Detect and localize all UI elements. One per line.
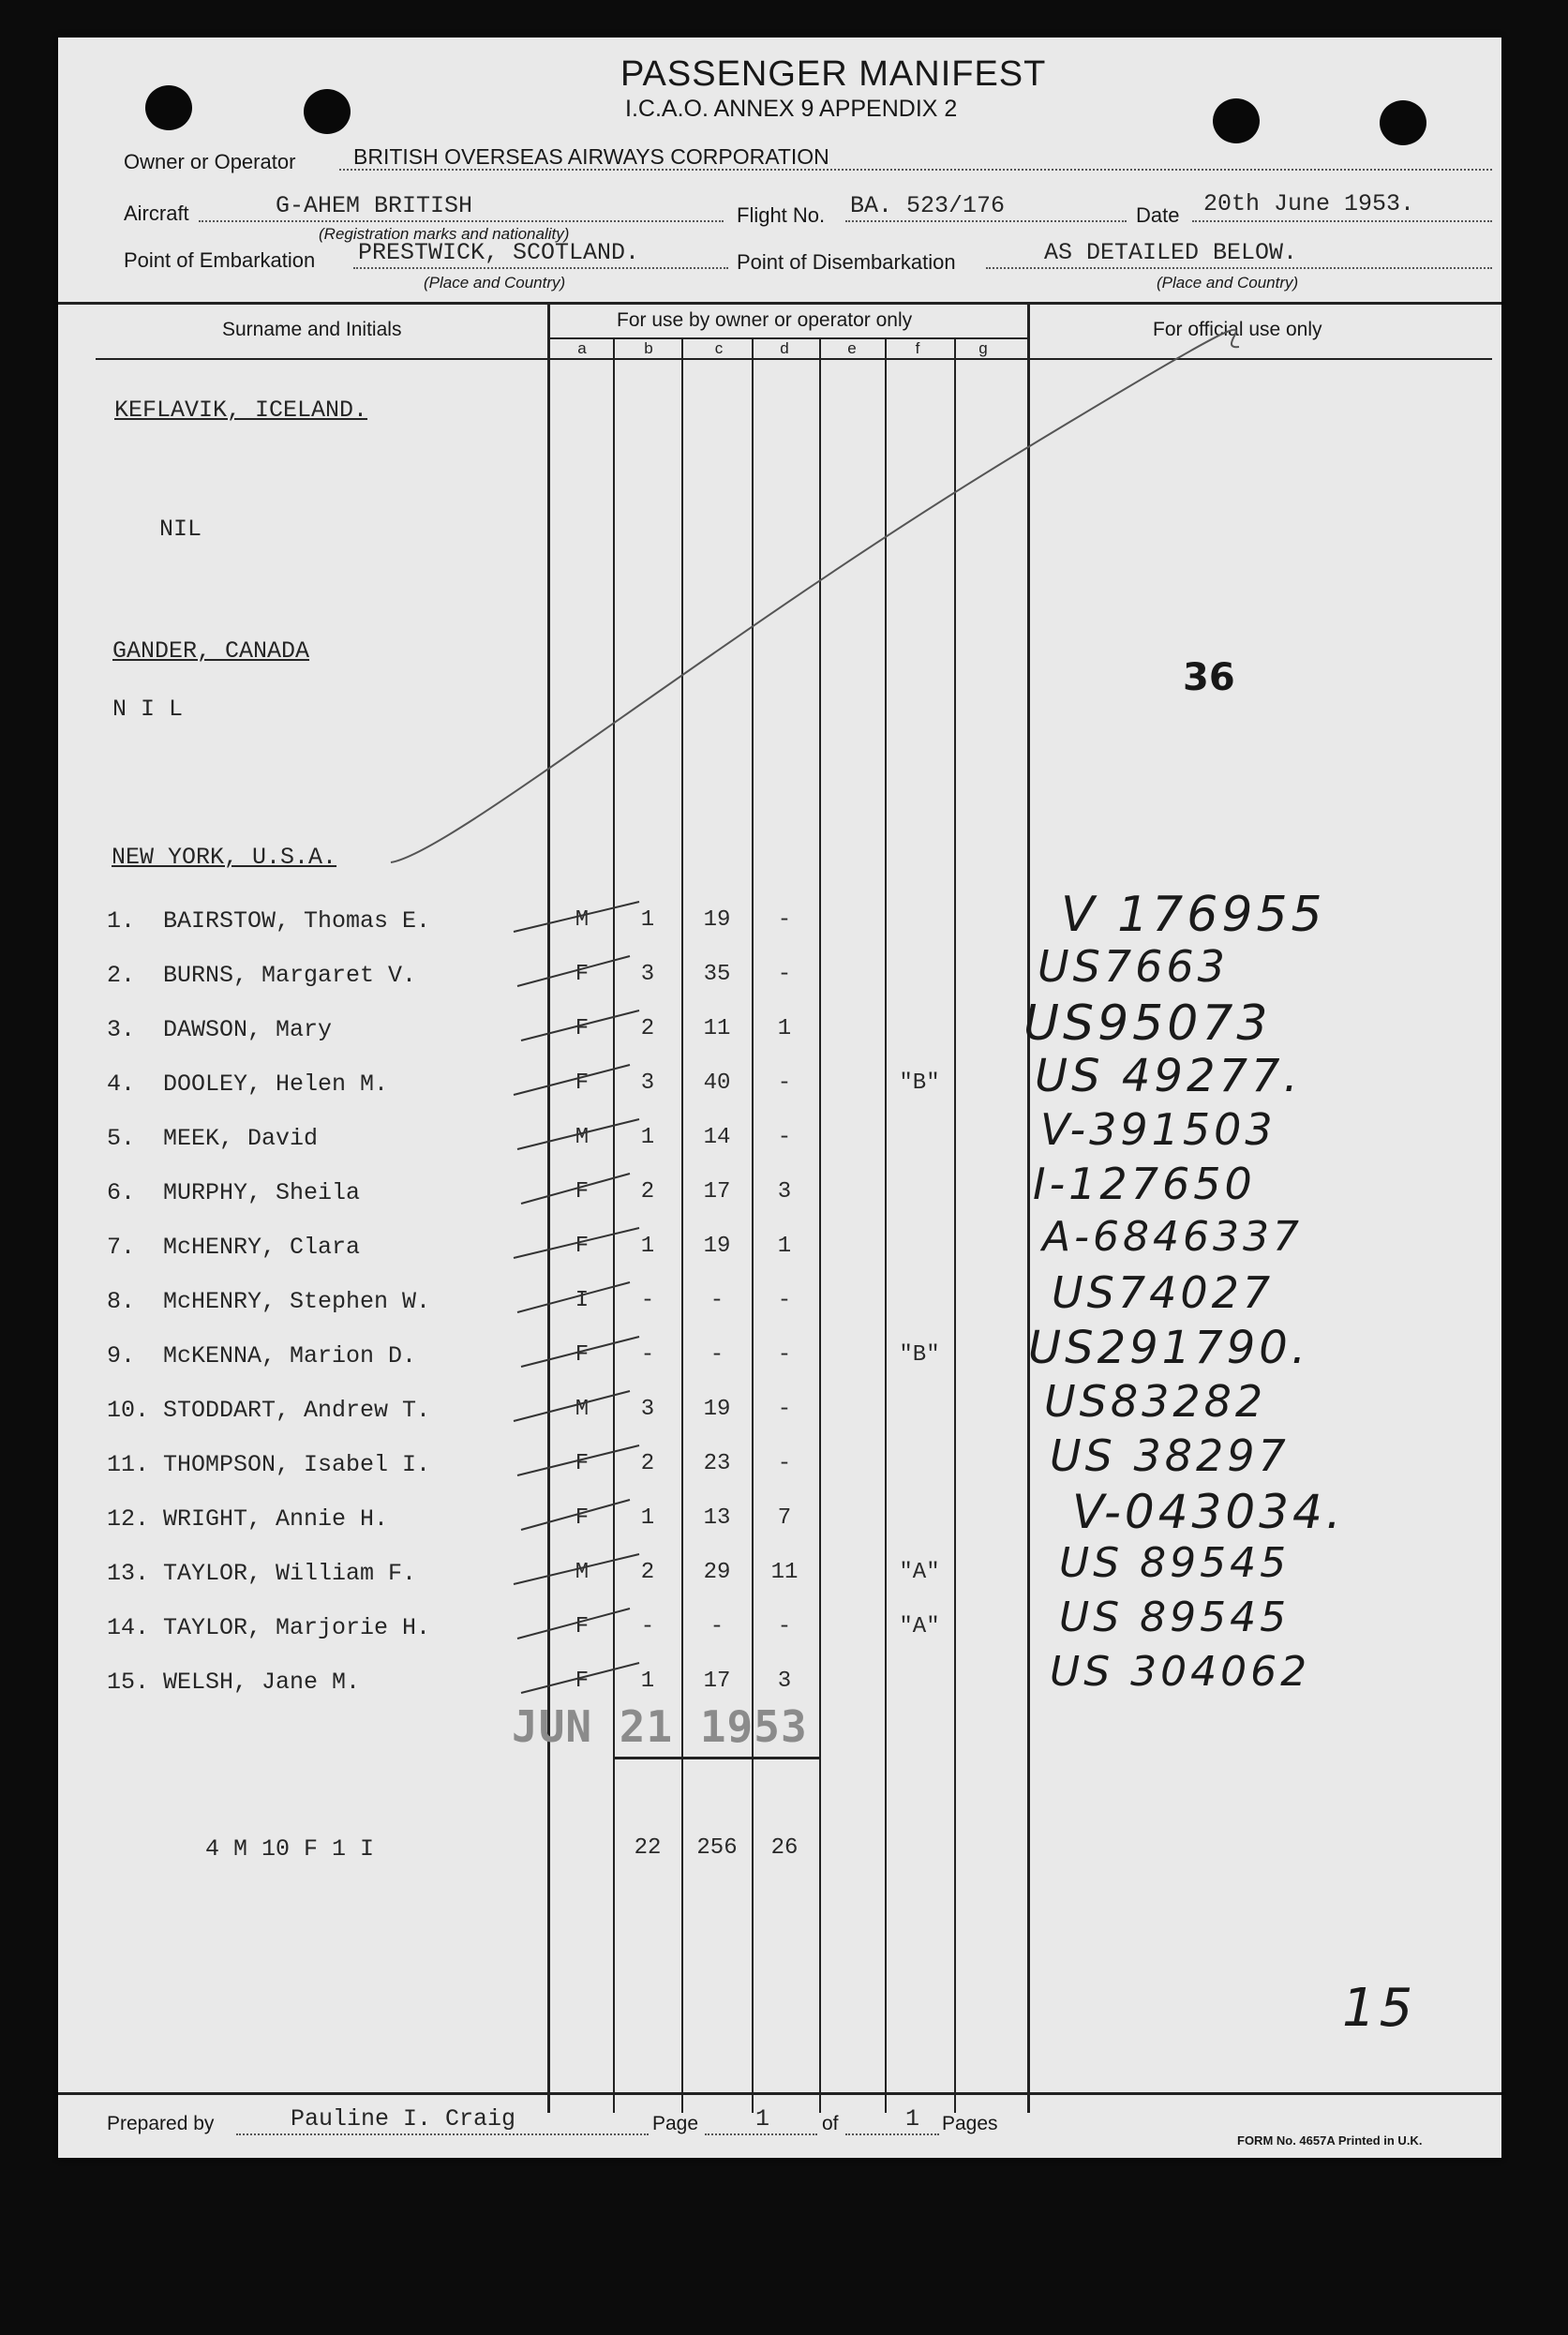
passenger-col-d: - <box>777 1451 792 1476</box>
of-value: 1 <box>905 2105 920 2133</box>
disembark-value: AS DETAILED BELOW. <box>1044 239 1298 266</box>
passenger-col-f: "A" <box>899 1560 940 1585</box>
passenger-sex: F <box>575 1234 590 1259</box>
passenger-col-f: "B" <box>899 1342 940 1368</box>
tick-stroke <box>517 1445 639 1475</box>
passenger-col-d: - <box>777 1614 792 1639</box>
form-subtitle: I.C.A.O. ANNEX 9 APPENDIX 2 <box>625 96 958 122</box>
passenger-col-b: 3 <box>640 1070 655 1096</box>
aircraft-value: G-AHEM BRITISH <box>276 192 473 219</box>
registration-note: (Registration marks and nationality) <box>319 225 570 243</box>
passenger-official-number: US 89545 <box>1059 1594 1291 1641</box>
passenger-official-number: A-6846337 <box>1042 1213 1303 1261</box>
passenger-sex: M <box>575 1397 590 1422</box>
passenger-col-c: 40 <box>703 1070 731 1096</box>
passenger-col-d: 3 <box>777 1669 792 1694</box>
page-dotted-line <box>705 2133 817 2135</box>
tick-stroke <box>514 1228 639 1258</box>
passenger-sex: F <box>575 1342 590 1368</box>
passenger-number: 1. <box>107 907 136 935</box>
passenger-col-b: 2 <box>640 1451 655 1476</box>
passenger-sex: M <box>575 1560 590 1585</box>
passenger-col-d: - <box>777 1342 792 1368</box>
total-c: 256 <box>696 1835 738 1861</box>
embark-note: (Place and Country) <box>424 274 566 292</box>
passenger-col-c: - <box>709 1614 724 1639</box>
prepared-label: Prepared by <box>107 2113 215 2134</box>
passenger-name: DAWSON, Mary <box>163 1016 333 1043</box>
flight-label: Flight No. <box>737 203 826 227</box>
tick-stroke <box>521 1500 630 1530</box>
passenger-name: BURNS, Margaret V. <box>163 962 417 989</box>
passenger-col-d: - <box>777 1125 792 1150</box>
official-use-header: For official use only <box>1153 319 1322 340</box>
passenger-number: 5. <box>107 1125 136 1152</box>
disembark-label: Point of Disembarkation <box>737 250 956 274</box>
prepared-value: Pauline I. Craig <box>291 2105 516 2133</box>
section-keflavik-note: NIL <box>159 516 202 543</box>
passenger-name: McHENRY, Stephen W. <box>163 1288 431 1315</box>
passenger-sex: M <box>575 1125 590 1150</box>
passenger-number: 8. <box>107 1288 136 1315</box>
passenger-col-d: 1 <box>777 1016 792 1041</box>
passenger-official-number: US 304062 <box>1050 1648 1311 1696</box>
passenger-sex: F <box>575 1614 590 1639</box>
owner-label: Owner or Operator <box>124 150 296 173</box>
passenger-col-c: 19 <box>703 1397 731 1422</box>
passenger-number: 13. <box>107 1560 150 1587</box>
section-gander: GANDER, CANADA <box>112 637 310 665</box>
passenger-sex: I <box>575 1288 590 1313</box>
passenger-col-b: 2 <box>640 1179 655 1205</box>
tick-stroke <box>517 1609 630 1639</box>
passenger-sex: F <box>575 962 590 987</box>
passenger-col-d: - <box>777 962 792 987</box>
date-value: 20th June 1953. <box>1203 190 1415 217</box>
form-number: FORM No. 4657A Printed in U.K. <box>1237 2133 1423 2148</box>
passenger-number: 4. <box>107 1070 136 1098</box>
passenger-name: WRIGHT, Annie H. <box>163 1505 389 1533</box>
passenger-sex: F <box>575 1070 590 1096</box>
passenger-number: 14. <box>107 1614 150 1641</box>
passenger-col-c: 19 <box>703 907 731 933</box>
passenger-name: TAYLOR, Marjorie H. <box>163 1614 431 1641</box>
section-gander-note: N I L <box>112 696 184 723</box>
pages-label: Pages <box>942 2113 998 2134</box>
passenger-col-b: 2 <box>640 1016 655 1041</box>
passenger-col-b: 1 <box>640 1505 655 1531</box>
surname-header: Surname and Initials <box>222 319 402 340</box>
passenger-number: 9. <box>107 1342 136 1370</box>
passenger-name: McHENRY, Clara <box>163 1234 361 1261</box>
passenger-col-c: 13 <box>703 1505 731 1531</box>
handwritten-count: 15 <box>1342 1978 1417 2039</box>
passenger-col-c: 17 <box>703 1179 731 1205</box>
official-number: 36 <box>1183 656 1235 699</box>
passenger-official-number: US74027 <box>1052 1267 1275 1318</box>
passenger-name: TAYLOR, William F. <box>163 1560 417 1587</box>
of-label: of <box>822 2113 839 2134</box>
aircraft-label: Aircraft <box>124 202 189 225</box>
passenger-number: 11. <box>107 1451 150 1478</box>
column-a-header: a <box>577 339 587 357</box>
passenger-col-c: 29 <box>703 1560 731 1585</box>
passenger-official-number: V-043034. <box>1072 1485 1345 1539</box>
passenger-col-c: 23 <box>703 1451 731 1476</box>
passenger-col-d: - <box>777 1070 792 1096</box>
passenger-number: 7. <box>107 1234 136 1261</box>
passenger-sex: F <box>575 1179 590 1205</box>
tick-stroke <box>514 1065 630 1095</box>
passenger-col-f: "A" <box>899 1614 940 1639</box>
tick-stroke <box>517 1282 630 1312</box>
passenger-col-b: 1 <box>640 1669 655 1694</box>
page-label: Page <box>652 2113 699 2134</box>
passenger-name: MEEK, David <box>163 1125 319 1152</box>
passenger-official-number: US 38297 <box>1050 1430 1290 1481</box>
passenger-col-b: 2 <box>640 1560 655 1585</box>
passenger-number: 3. <box>107 1016 136 1043</box>
passenger-official-number: V 176955 <box>1061 887 1326 943</box>
date-stamp: JUN 21 1953 <box>512 1701 808 1752</box>
passenger-official-number: US83282 <box>1044 1376 1267 1427</box>
passenger-col-b: 1 <box>640 1125 655 1150</box>
section-new-york: NEW YORK, U.S.A. <box>112 844 337 871</box>
tick-stroke <box>514 902 639 932</box>
totals-label: 4 M 10 F 1 I <box>205 1835 375 1863</box>
passenger-col-c: 17 <box>703 1669 731 1694</box>
passenger-col-c: 19 <box>703 1234 731 1259</box>
tick-stroke <box>517 956 630 986</box>
passenger-official-number: US291790. <box>1028 1322 1310 1374</box>
owner-value: BRITISH OVERSEAS AIRWAYS CORPORATION <box>353 144 829 169</box>
tick-stroke <box>514 1554 639 1584</box>
total-d: 26 <box>770 1835 799 1861</box>
passenger-col-c: 35 <box>703 962 731 987</box>
passenger-col-b: - <box>640 1614 655 1639</box>
passenger-col-d: - <box>777 907 792 933</box>
passenger-sex: M <box>575 907 590 933</box>
column-f-header: f <box>915 339 920 357</box>
passenger-col-c: - <box>709 1288 724 1313</box>
passenger-official-number: I-127650 <box>1033 1159 1256 1209</box>
passenger-col-b: - <box>640 1342 655 1368</box>
tick-stroke <box>514 1391 630 1421</box>
tick-stroke <box>521 1337 639 1367</box>
passenger-sex: F <box>575 1505 590 1531</box>
passenger-col-b: - <box>640 1288 655 1313</box>
passenger-name: STODDART, Andrew T. <box>163 1397 431 1424</box>
passenger-col-d: 11 <box>770 1560 799 1585</box>
passenger-col-f: "B" <box>899 1070 940 1096</box>
passenger-col-d: - <box>777 1288 792 1313</box>
passenger-number: 2. <box>107 962 136 989</box>
disembark-note: (Place and Country) <box>1157 274 1299 292</box>
passenger-col-b: 3 <box>640 1397 655 1422</box>
tick-stroke <box>521 1010 639 1040</box>
passenger-number: 15. <box>107 1669 150 1696</box>
passenger-number: 6. <box>107 1179 136 1206</box>
passenger-number: 10. <box>107 1397 150 1424</box>
passenger-col-c: 11 <box>703 1016 731 1041</box>
passenger-sex: F <box>575 1669 590 1694</box>
tick-stroke <box>521 1174 630 1204</box>
passenger-name: DOOLEY, Helen M. <box>163 1070 389 1098</box>
tick-stroke <box>517 1119 639 1149</box>
passenger-sex: F <box>575 1016 590 1041</box>
column-e-header: e <box>847 339 857 357</box>
prepared-dotted-line <box>236 2133 649 2135</box>
passenger-col-c: 14 <box>703 1125 731 1150</box>
passenger-col-b: 1 <box>640 1234 655 1259</box>
column-b-header: b <box>644 339 653 357</box>
passenger-col-c: - <box>709 1342 724 1368</box>
embark-value: PRESTWICK, SCOTLAND. <box>358 239 640 266</box>
passenger-official-number: V-391503 <box>1040 1104 1277 1155</box>
flight-value: BA. 523/176 <box>850 192 1006 219</box>
passenger-official-number: US95073 <box>1023 995 1272 1052</box>
passenger-name: THOMPSON, Isabel I. <box>163 1451 431 1478</box>
column-c-header: c <box>714 339 724 357</box>
passenger-name: BAIRSTOW, Thomas E. <box>163 907 431 935</box>
passenger-official-number: US 89545 <box>1059 1539 1291 1587</box>
passenger-name: McKENNA, Marion D. <box>163 1342 417 1370</box>
manifest-sheet <box>58 37 1501 2158</box>
section-keflavik: KEFLAVIK, ICELAND. <box>114 397 368 424</box>
column-g-header: g <box>978 339 988 357</box>
date-label: Date <box>1136 203 1180 227</box>
form-title: PASSENGER MANIFEST <box>620 54 1047 94</box>
passenger-name: WELSH, Jane M. <box>163 1669 361 1696</box>
passenger-col-d: 3 <box>777 1179 792 1205</box>
passenger-official-number: US 49277. <box>1035 1050 1302 1102</box>
passenger-col-d: - <box>777 1397 792 1422</box>
page-value: 1 <box>755 2105 770 2133</box>
passenger-col-b: 3 <box>640 962 655 987</box>
totals-rule <box>613 1757 819 1759</box>
of-dotted-line <box>845 2133 939 2135</box>
passenger-col-d: 7 <box>777 1505 792 1531</box>
passenger-number: 12. <box>107 1505 150 1533</box>
owner-use-header: For use by owner or operator only <box>617 309 913 331</box>
passenger-sex: F <box>575 1451 590 1476</box>
embark-label: Point of Embarkation <box>124 248 316 272</box>
passenger-official-number: US7663 <box>1038 941 1229 992</box>
total-b: 22 <box>634 1835 662 1861</box>
column-d-header: d <box>780 339 789 357</box>
tick-stroke <box>521 1663 639 1693</box>
passenger-col-d: 1 <box>777 1234 792 1259</box>
passenger-col-b: 1 <box>640 907 655 933</box>
passenger-name: MURPHY, Sheila <box>163 1179 361 1206</box>
